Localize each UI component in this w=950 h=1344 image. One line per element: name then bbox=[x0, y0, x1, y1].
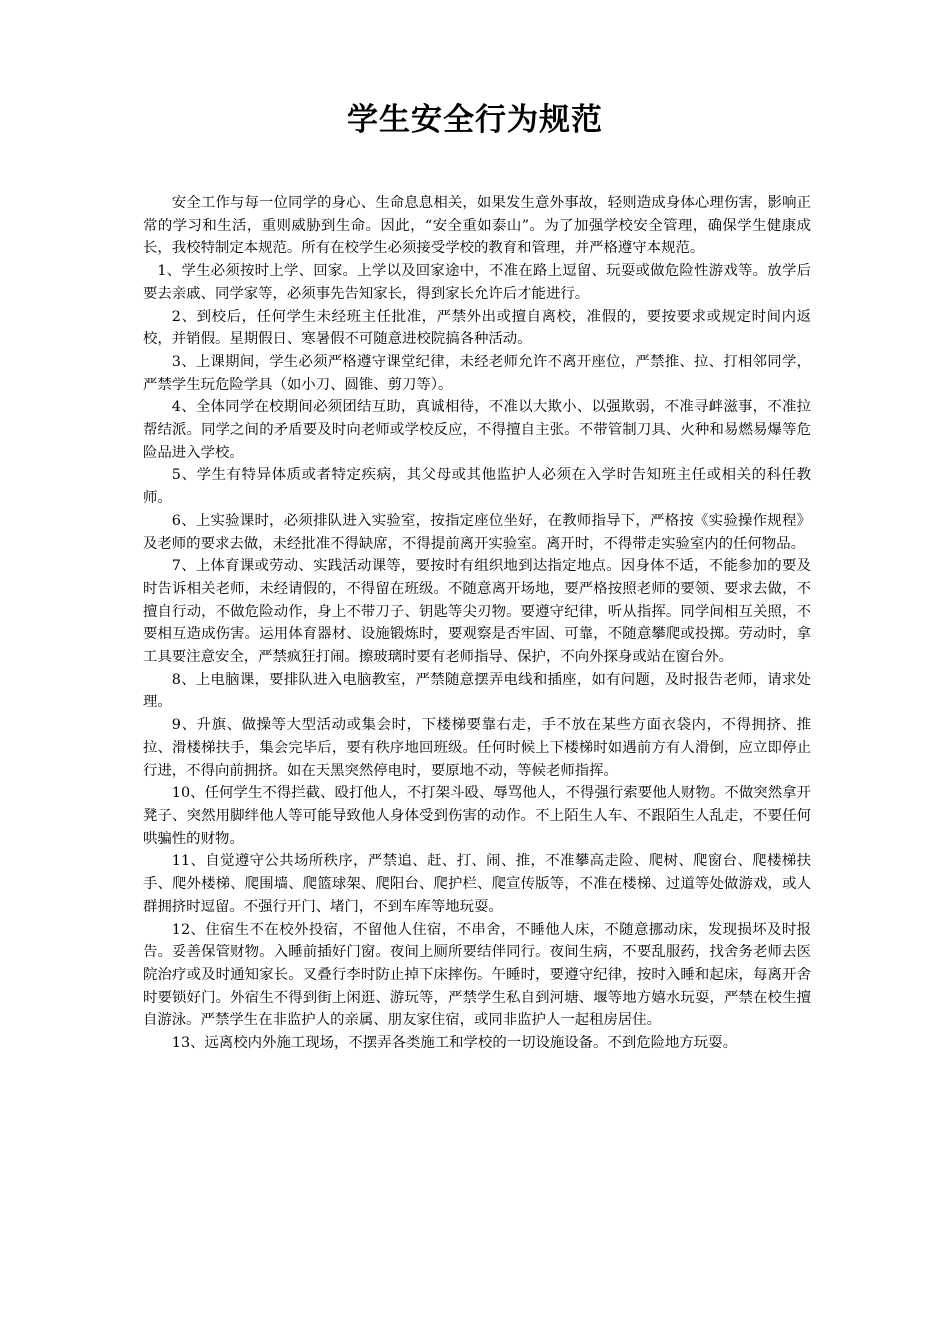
intro-paragraph: 安全工作与每一位同学的身心、生命息息相关，如果发生意外事故，轻则造成身体心理伤害，影响正常的学习和生活，重则威胁到生命。因此，“安全重如泰山”。为了加强学校安全管理，确保学生健康成长，我校特制定本规范。所有在校学生必须接受学校的教育和管理，并严格遵守本规范。 bbox=[143, 195, 811, 257]
rule-item-12: 12、住宿生不在校外投宿，不留他人住宿，不串舍，不睡他人床，不随意挪动床，发现损坏及时报告。妥善保管财物。入睡前插好门窗。夜间上厕所要结伴同行。夜间生病，不要乱服药，找舍务老师去医院治疗或及时通知家长。叉叠行李时防止掉下床摔伤。午睡时，要遵守纪律，按时入睡和起床，每离开舍时要锁好门。外宿生不得到街上闲逛、游玩等，严禁学生私自到河塘、堰等地方嬉水玩耍，严禁在校生擅自游泳。严禁学生在非监护人的亲属、朋友家住宿，或同非监护人一起租房居住。 bbox=[143, 921, 811, 1029]
rule-item-2: 2、到校后，任何学生未经班主任批准，严禁外出或擅自离校，准假的，要按要求或规定时间内返校，并销假。星期假日、寒暑假不可随意进校院搞各种活动。 bbox=[143, 308, 811, 348]
rule-item-9: 9、升旗、做操等大型活动或集会时，下楼梯要靠右走，手不放在某些方面衣袋内，不得拥挤、推拉、滑楼梯扶手，集会完毕后，要有秩序地回班级。任何时候上下楼梯时如遇前方有人滑倒，应立即停止行进，不得向前拥挤。如在天黑突然停电时，要原地不动，等候老师指挥。 bbox=[143, 717, 811, 779]
rule-item-5: 5、学生有特异体质或者特定疾病，其父母或其他监护人必须在入学时告知班主任或相关的科任教师。 bbox=[143, 467, 811, 507]
rule-item-10: 10、任何学生不得拦截、殴打他人，不打架斗殴、辱骂他人，不得强行索要他人财物。不做突然拿开凳子、突然用脚绊他人等可能导致他人身体受到伤害的动作。不上陌生人车、不跟陌生人乱走，不要任何哄骗性的财物。 bbox=[143, 785, 811, 847]
rule-item-1: 1、学生必须按时上学、回家。上学以及回家途中，不准在路上逗留、玩耍或做危险性游戏等。放学后要去亲戚、同学家等，必须事先告知家长，得到家长允许后才能进行。 bbox=[143, 263, 811, 302]
document-title: 学生安全行为规范 bbox=[347, 102, 603, 138]
rule-item-3: 3、上课期间，学生必须严格遵守课堂纪律，未经老师允许不离开座位，严禁推、拉、打相邻同学，严禁学生玩危险学具（如小刀、圆锥、剪刀等）。 bbox=[143, 353, 811, 393]
rule-item-8: 8、上电脑课，要排队进入电脑教室，严禁随意摆弄电线和插座，如有问题，及时报告老师，请求处理。 bbox=[143, 671, 811, 711]
document-body bbox=[143, 192, 811, 1055]
rule-item-11: 11、自觉遵守公共场所秩序，严禁追、赶、打、闹、推，不准攀高走险、爬树、爬窗台、爬楼梯扶手、爬外楼梯、爬围墙、爬篮球架、爬阳台、爬护栏、爬宣传版等，不准在楼梯、过道等处做游戏，或人群拥挤时逗留。不强行开门、堵门，不到车库等地玩耍。 bbox=[143, 853, 811, 915]
rule-item-4: 4、全体同学在校期间必须团结互助，真诚相待，不准以大欺小、以强欺弱，不准寻衅滋事，不准拉帮结派。同学之间的矛盾要及时向老师或学校反应，不得擅自主张。不带管制刀具、火种和易燃易爆等危险品进入学校。 bbox=[143, 399, 811, 461]
rule-item-6: 6、上实验课时，必须排队进入实验室，按指定座位坐好，在教师指导下，严格按《实验操作规程》及老师的要求去做，未经批准不得缺席，不得提前离开实验室。离开时，不得带走实验室内的任何物品。 bbox=[143, 512, 811, 552]
rule-item-7: 7、上体育课或劳动、实践活动课等，要按时有组织地到达指定地点。因身体不适，不能参加的要及时告诉相关老师，未经请假的，不得留在班级。不随意离开场地，要严格按照老师的要领、要求去做，不擅自行动，不做危险动作，身上不带刀子、钥匙等尖刃物。要遵守纪律，听从指挥。同学间相互关照，不要相互造成伤害。运用体育器材、设施锻炼时，要观察是否牢固、可靠，不随意攀爬或投掷。劳动时，拿工具要注意安全，严禁疯狂打闹。擦玻璃时要有老师指导、保护，不向外探身或站在窗台外。 bbox=[143, 558, 811, 666]
rule-item-13: 13、远离校内外施工现场，不摆弄各类施工和学校的一切设施设备。不到危险地方玩耍。 bbox=[171, 1035, 737, 1052]
